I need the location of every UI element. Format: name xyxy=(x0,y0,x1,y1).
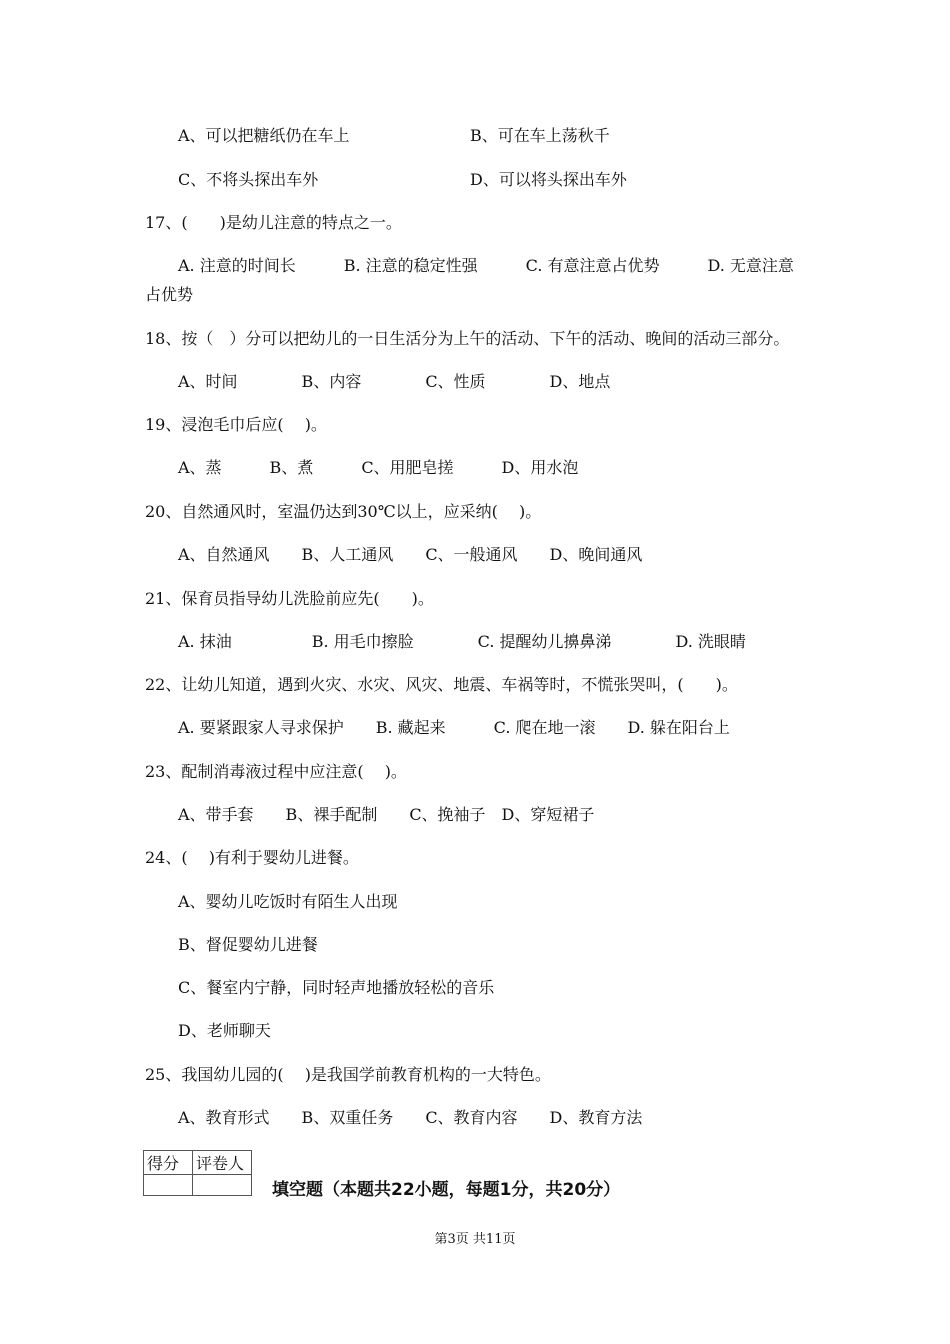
question-20-stem: 20、自然通风时，室温仍达到30℃以上，应采纳( )。 xyxy=(145,502,542,521)
q16-option-b: B、可在车上荡秋千 xyxy=(470,126,610,145)
question-24-option-b: B、督促婴幼儿进餐 xyxy=(178,935,318,954)
page-footer: 第3页 共11页 xyxy=(434,1232,516,1247)
question-23-options: A、带手套 B、裸手配制 C、挽袖子 D、穿短裙子 xyxy=(178,805,595,824)
q16-option-d: D、可以将头探出车外 xyxy=(470,170,627,189)
question-17-stem: 17、( )是幼儿注意的特点之一。 xyxy=(145,213,402,232)
q16-option-c: C、不将头探出车外 xyxy=(178,170,319,189)
question-25-stem: 25、我国幼儿园的( )是我国学前教育机构的一大特色。 xyxy=(145,1065,551,1084)
score-table xyxy=(143,1150,252,1196)
section-title: 填空题（本题共22小题，每题1分，共20分） xyxy=(272,1180,621,1200)
question-24-stem: 24、( )有利于婴幼儿进餐。 xyxy=(145,848,359,867)
question-25-options: A、教育形式 B、双重任务 C、教育内容 D、教育方法 xyxy=(178,1108,643,1127)
question-18-stem: 18、按（ ）分可以把幼儿的一日生活分为上午的活动、下午的活动、晚间的活动三部分。 xyxy=(145,329,790,348)
question-17-options: A. 注意的时间长 B. 注意的稳定性强 C. 有意注意占优势 D. 无意注意 xyxy=(178,256,794,275)
question-21-stem: 21、保育员指导幼儿洗脸前应先( )。 xyxy=(145,589,434,608)
question-24-option-d: D、老师聊天 xyxy=(178,1021,271,1040)
question-24-option-a: A、婴幼儿吃饭时有陌生人出现 xyxy=(178,892,398,911)
question-19-options: A、蒸 B、煮 C、用肥皂搓 D、用水泡 xyxy=(178,458,579,477)
question-17-options-continued: 占优势 xyxy=(145,285,194,304)
score-label: 得分 xyxy=(144,1151,193,1175)
q16-option-a: A、可以把糖纸仍在车上 xyxy=(178,126,350,145)
grader-label: 评卷人 xyxy=(193,1151,252,1175)
question-23-stem: 23、配制消毒液过程中应注意( )。 xyxy=(145,762,407,781)
score-cell xyxy=(144,1175,193,1196)
question-18-options: A、时间 B、内容 C、性质 D、地点 xyxy=(178,372,611,391)
grader-cell xyxy=(193,1175,252,1196)
question-21-options: A. 抹油 B. 用毛巾擦脸 C. 提醒幼儿擤鼻涕 D. 洗眼睛 xyxy=(178,632,746,651)
question-22-stem: 22、让幼儿知道，遇到火灾、水灾、风灾、地震、车祸等时，不慌张哭叫，( )。 xyxy=(145,675,738,694)
question-22-options: A. 要紧跟家人寻求保护 B. 藏起来 C. 爬在地一滚 D. 躲在阳台上 xyxy=(178,718,730,737)
question-19-stem: 19、浸泡毛巾后应( )。 xyxy=(145,415,327,434)
question-20-options: A、自然通风 B、人工通风 C、一般通风 D、晚间通风 xyxy=(178,545,643,564)
question-24-option-c: C、餐室内宁静，同时轻声地播放轻松的音乐 xyxy=(178,978,495,997)
